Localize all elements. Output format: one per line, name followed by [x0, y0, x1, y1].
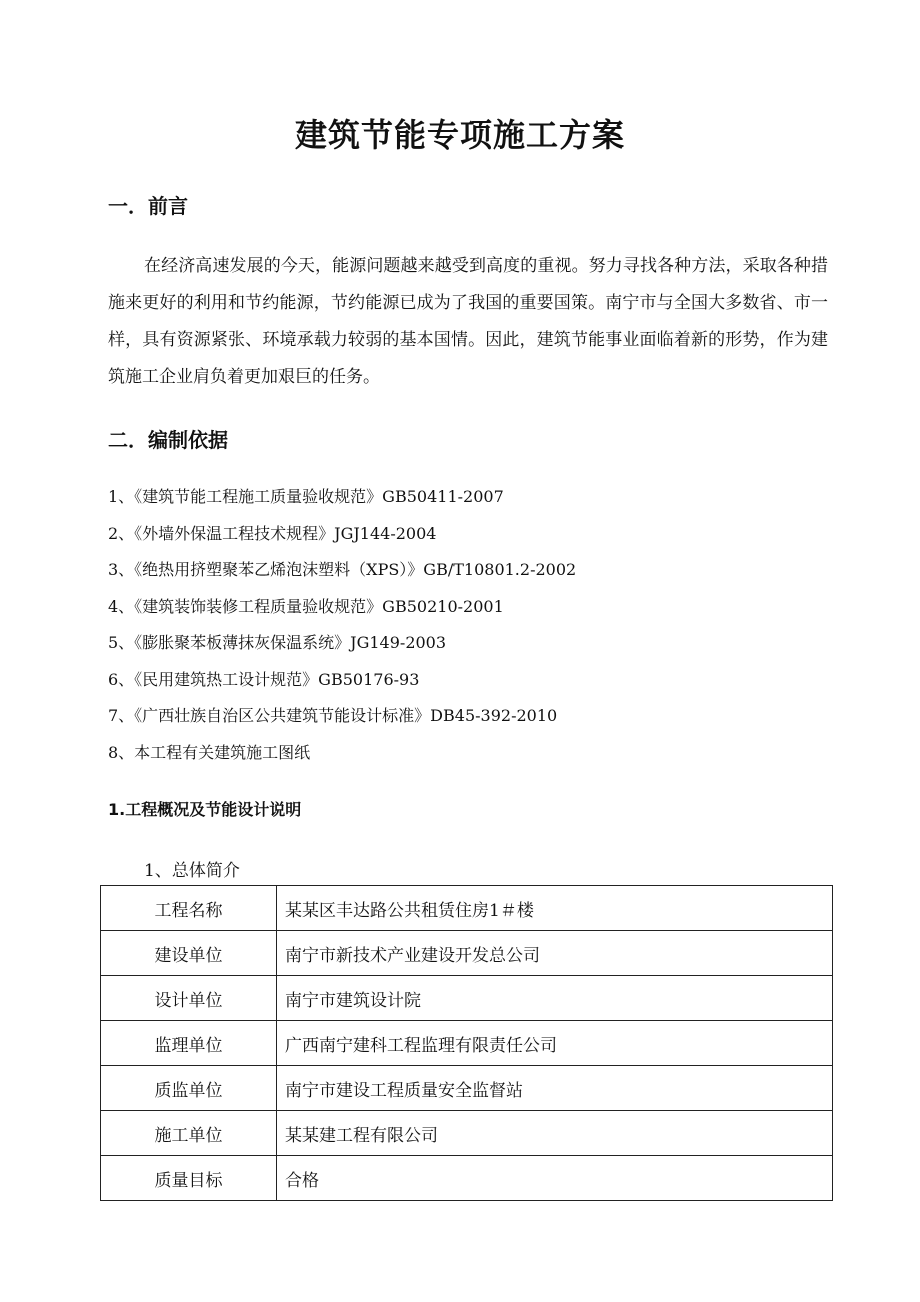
- table-label-cell: 建设单位: [101, 931, 277, 976]
- table-label-cell: 质监单位: [101, 1066, 277, 1111]
- section-heading-basis: 二．编制依据: [108, 428, 228, 452]
- basis-item: 5、《膨胀聚苯板薄抹灰保温系统》JG149-2003: [108, 633, 447, 652]
- basis-item: 7、《广西壮族自治区公共建筑节能设计标准》DB45-392-2010: [108, 706, 558, 725]
- table-row: [101, 1021, 833, 1066]
- table-row: [101, 1156, 833, 1201]
- basis-list: [108, 482, 828, 774]
- table-label-cell: 施工单位: [101, 1111, 277, 1156]
- basis-item: 6、《民用建筑热工设计规范》GB50176-93: [108, 669, 420, 689]
- table-label-cell: 设计单位: [101, 976, 277, 1021]
- basis-item: 4、《建筑装饰装修工程质量验收规范》GB50210-2001: [108, 596, 504, 616]
- table-label-cell: 工程名称: [101, 886, 277, 931]
- preface-paragraph: 在经济高速发展的今天，能源问题越来越受到高度的重视。努力寻找各种方法，采取各种措施来更好的利用和节约能源，节约能源已成为了我国的重要国策。南宁市与全国大多数省、市一样，具有资源紧张、环境承载力较弱的基本国情。因此，建筑节能事业面临着新的形势，作为建筑施工企业肩负着更加艰巨的任务。: [108, 256, 828, 387]
- basis-item: 8、本工程有关建筑施工图纸: [108, 742, 311, 762]
- table-label-cell: 监理单位: [101, 1021, 277, 1066]
- table-value-cell: 某某区丰达路公共租赁住房1＃楼: [277, 886, 833, 931]
- table-row: [101, 931, 833, 976]
- table-value-cell: 南宁市建设工程质量安全监督站: [277, 1066, 833, 1111]
- table-value-cell: 某某建工程有限公司: [277, 1111, 833, 1156]
- section-heading-preface: 一．前言: [108, 194, 188, 218]
- project-overview-heading: 1.工程概况及节能设计说明: [108, 800, 302, 819]
- table-row: [101, 1066, 833, 1111]
- table-value-cell: 南宁市建筑设计院: [277, 976, 833, 1021]
- basis-item: 2、《外墙外保温工程技术规程》JGJ144-2004: [108, 523, 437, 543]
- table-row: [101, 1111, 833, 1156]
- table-value-cell: 广西南宁建科工程监理有限责任公司: [277, 1021, 833, 1066]
- table-row: [101, 976, 833, 1021]
- basis-item: 1、《建筑节能工程施工质量验收规范》GB50411-2007: [108, 487, 504, 506]
- table-label-cell: 质量目标: [101, 1156, 277, 1201]
- overview-caption: 1、总体简介: [144, 861, 240, 881]
- project-info-table: [100, 885, 833, 1201]
- table-value-cell: 南宁市新技术产业建设开发总公司: [277, 931, 833, 976]
- document-title: 建筑节能专项施工方案: [294, 116, 625, 154]
- table-row: [101, 886, 833, 931]
- table-value-cell: 合格: [277, 1156, 833, 1201]
- basis-item: 3、《绝热用挤塑聚苯乙烯泡沫塑料（XPS）》GB/T10801.2-2002: [108, 560, 577, 579]
